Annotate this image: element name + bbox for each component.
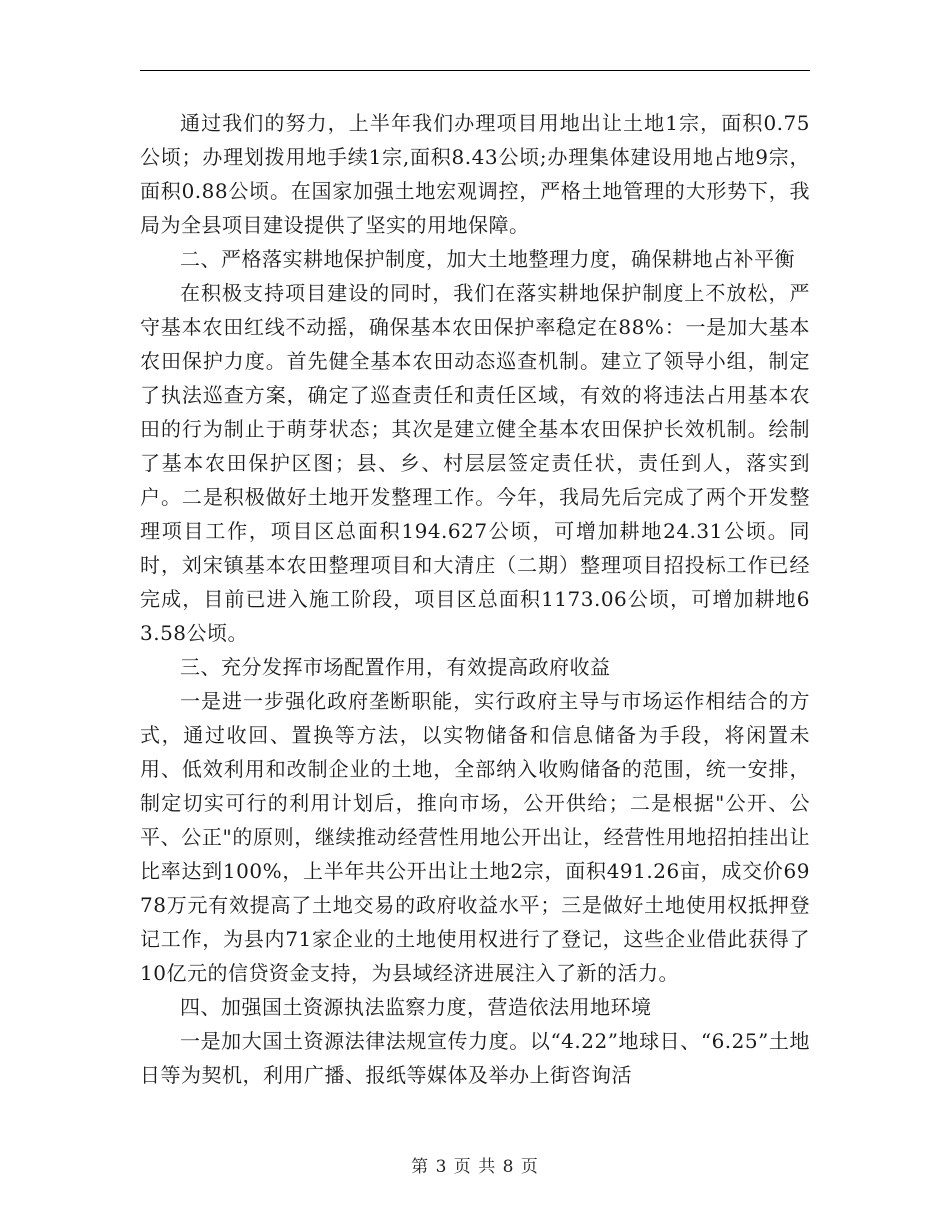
page-number-footer: 第 3 页 共 8 页 [411, 1157, 539, 1177]
paragraph-market-allocation: 一是进一步强化政府垄断职能，实行政府主导与市场运作相结合的方式，通过收回、置换等方法，以实物储备和信息储备为手段，将闲置未用、低效利用和改制企业的土地，全部纳入收购储备的范围，统一安排，制定切实可行的利用计划后，推向市场，公开供给；二是根据"公开、公平、公正"的原则，继续推动经营性用地公开出让，经营性用地招拍挂出让比率达到100%，上半年共公开出让土地2宗，面积491.26亩，成交价6978万元有效提高了土地交易的政府收益水平；三是做好土地使用权抵押登记工作，为县内71家企业的土地使用权进行了登记，这些企业借此获得了10亿元的信贷资金支持，为县域经济进展注入了新的活力。 [140, 689, 810, 985]
paragraph-farmland-protection: 在积极支持项目建设的同时，我们在落实耕地保护制度上不放松，严守基本农田红线不动摇，确保基本农田保护率稳定在88%：一是加大基本农田保护力度。首先健全基本农田动态巡查机制。建立了领导小组，制定了执法巡查方案，确定了巡查责任和责任区域，有效的将违法占用基本农田的行为制止于萌芽状态；其次是建立健全基本农田保护长效机制。绘制了基本农田保护区图；县、乡、村层层签定责任状，责任到人，落实到户。二是积极做好土地开发整理工作。今年，我局先后完成了两个开发整理项目工作，项目区总面积194.627公顷，可增加耕地24.31公顷。同时，刘宋镇基本农田整理项目和大清庄（二期）整理项目招投标工作已经完成，目前已进入施工阶段，项目区总面积1173.06公顷，可增加耕地63.58公顷。 [140, 281, 810, 645]
document-body [140, 106, 810, 1092]
section-heading-law-enforcement: 四、加强国土资源执法监察力度，营造依法用地环境 [180, 995, 652, 1019]
section-heading-farmland-protection: 二、严格落实耕地保护制度，加大土地整理力度，确保耕地占补平衡 [180, 247, 795, 271]
paragraph-law-publicity: 一是加大国土资源法律法规宣传力度。以“4.22”地球日、“6.25”土地日等为契机，利用广播、报纸等媒体及举办上街咨询活 [140, 1029, 810, 1087]
header-rule [140, 70, 810, 71]
paragraph-land-supply: 通过我们的努力，上半年我们办理项目用地出让土地1宗，面积0.75公顷；办理划拨用地手续1宗,面积8.43公顷;办理集体建设用地占地9宗，面积0.88公顷。在国家加强土地宏观调控，严格土地管理的大形势下，我局为全县项目建设提供了坚实的用地保障。 [140, 111, 810, 237]
section-heading-market-allocation: 三、充分发挥市场配置作用，有效提高政府收益 [180, 655, 611, 679]
